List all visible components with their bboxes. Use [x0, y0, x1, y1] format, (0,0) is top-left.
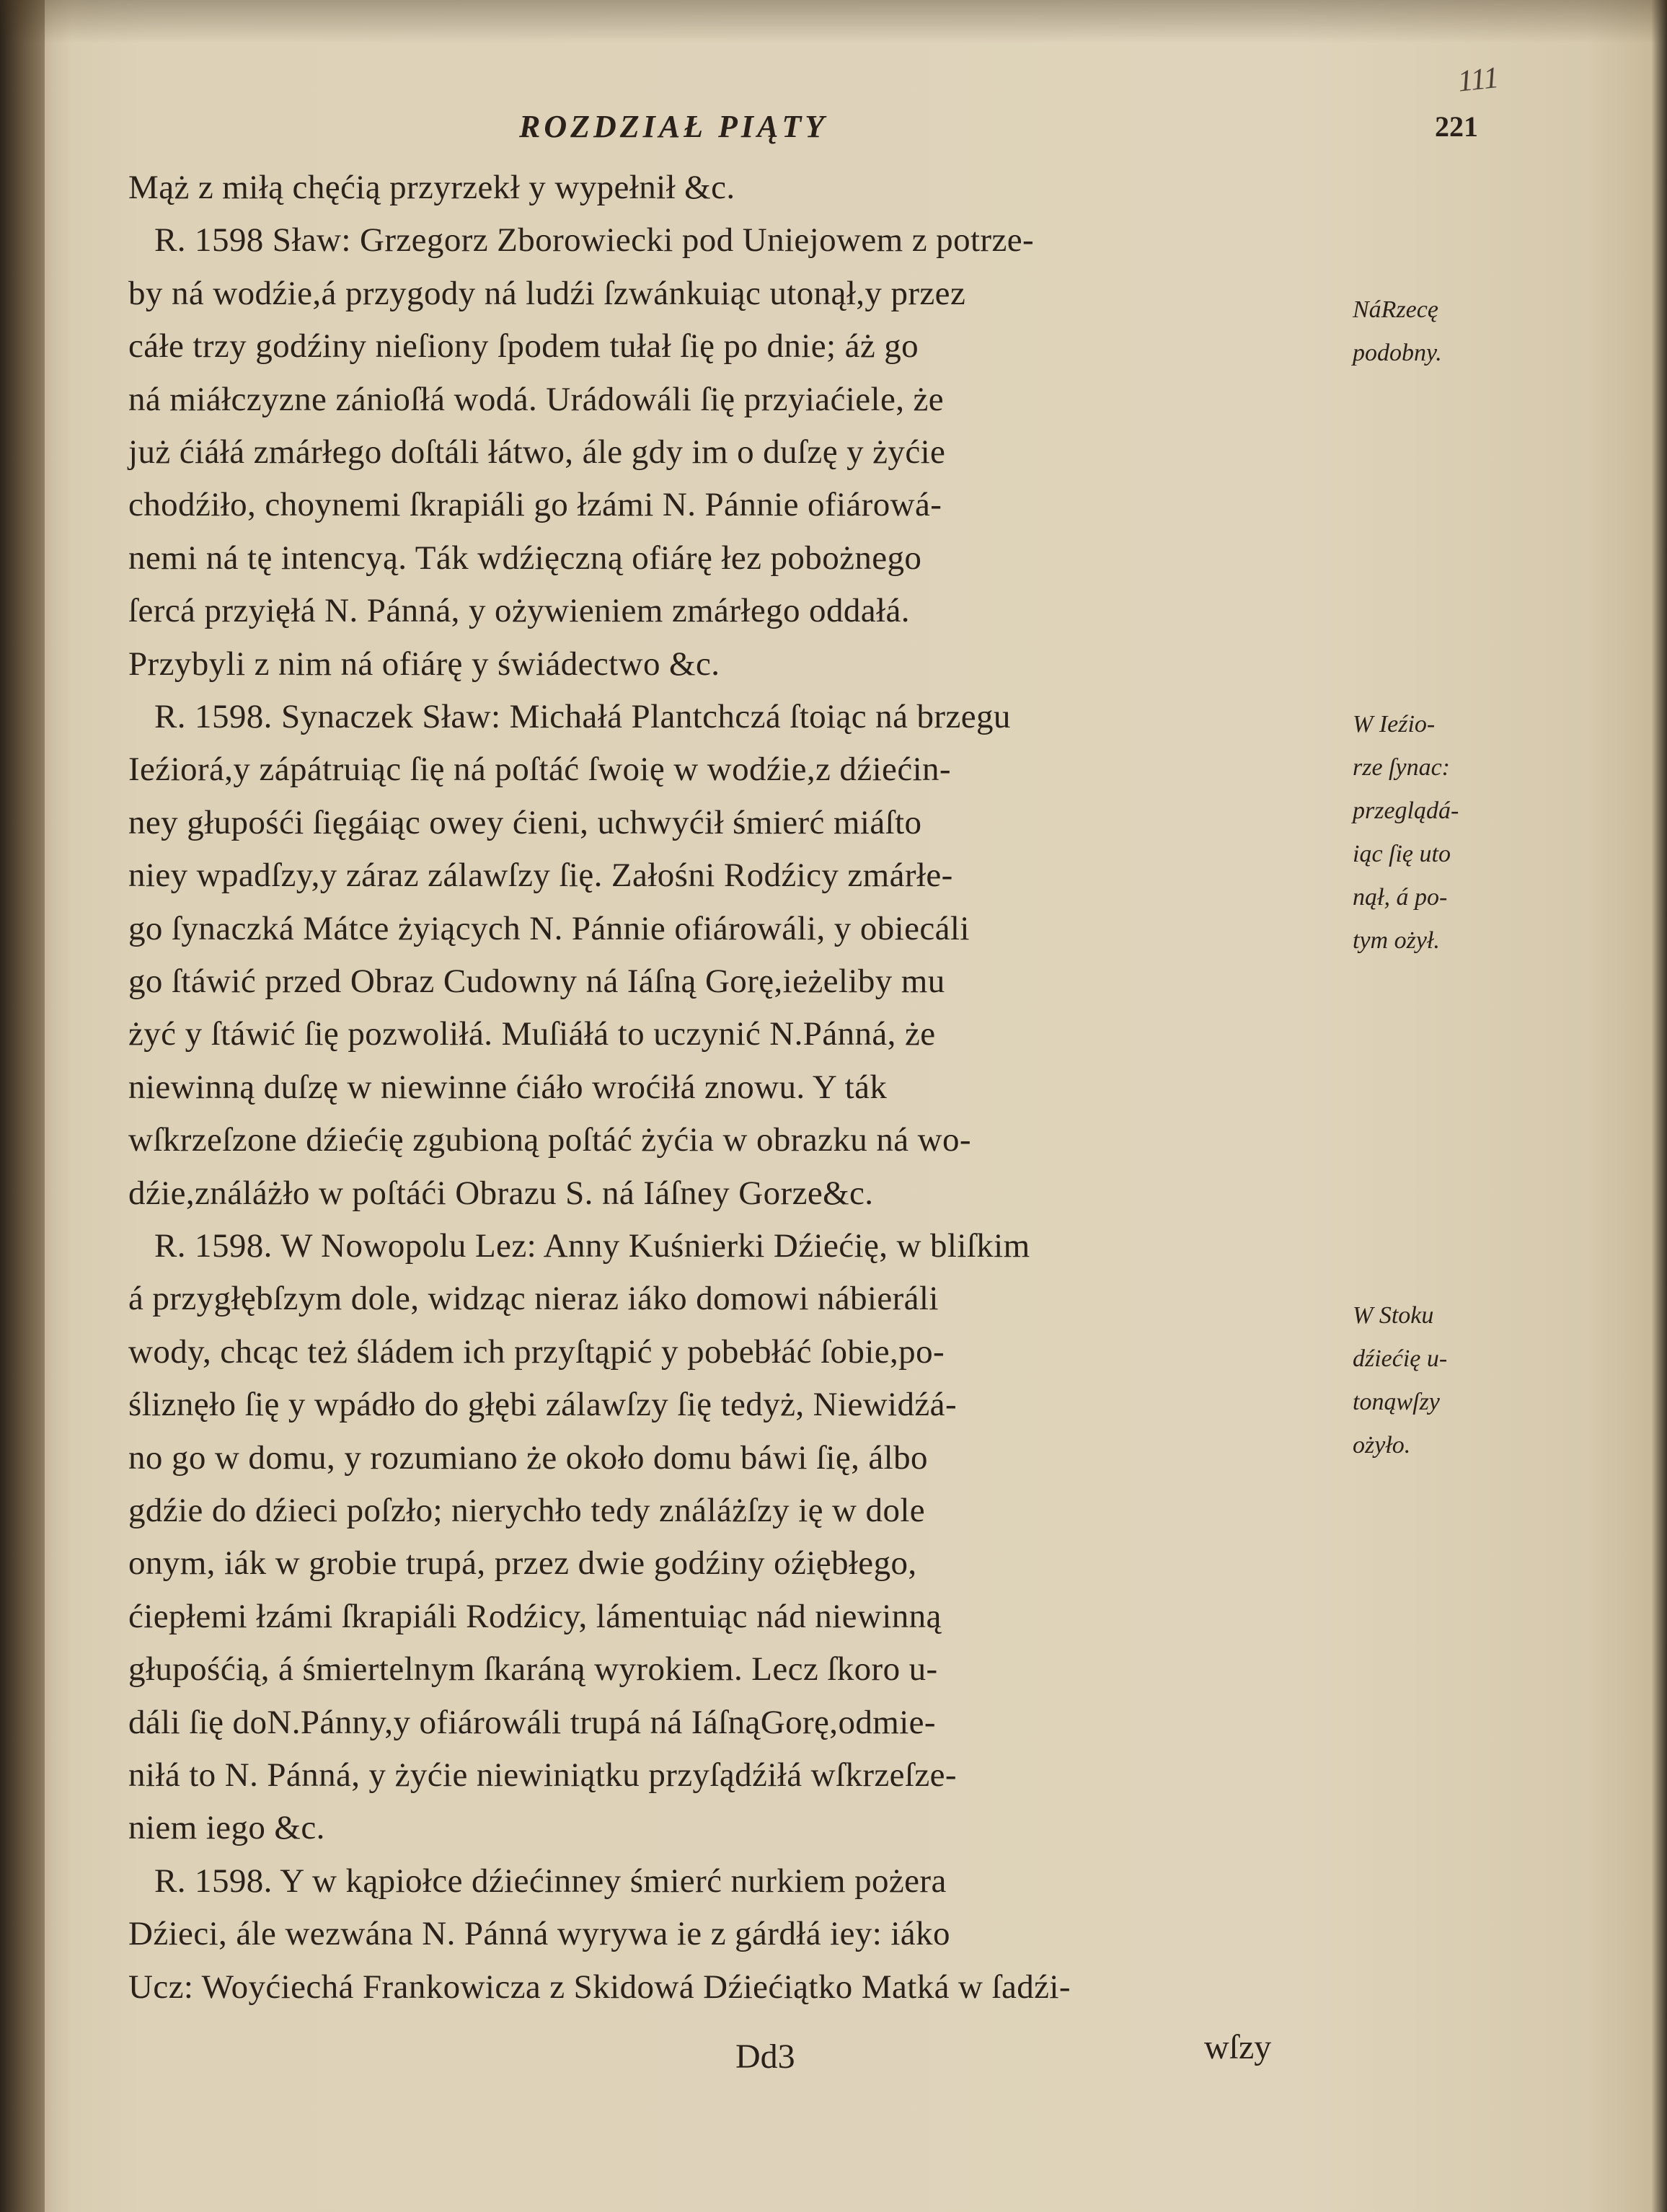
text-line: R. 1598. Y w kąpiołce dźiećinney śmierć nurkiem pożera [154, 1862, 947, 1900]
text-line: Dźieci, ále wezwána N. Pánná wyrywa ie z gárdłá iey: iáko [128, 1915, 950, 1952]
margin-note: tonąwſzy [1353, 1389, 1440, 1415]
margin-note: tym ożył. [1353, 927, 1440, 954]
text-line: go ſtáwić przed Obraz Cudowny ná Iáſną Gorę,ieżeliby mu [128, 963, 945, 1000]
text-line: by ná wodźie,á przygody ná ludźi ſzwánkuiąc utonął,y przez [128, 275, 966, 312]
text-line: go ſynaczká Mátce żyiących N. Pánnie ofiárowáli, y obiecáli [128, 910, 970, 947]
text-line: wſkrzeſzone dźiećię zgubioną poſtáć żyćia w obrazku ná wo- [128, 1121, 971, 1159]
text-line: głupośćią, á śmiertelnym ſkaráną wyrokiem. Lecz ſkoro u- [128, 1650, 938, 1688]
catchword: wſzy [1204, 2028, 1272, 2066]
handwritten-folio: 111 [1456, 61, 1500, 99]
page-number: 221 [1435, 110, 1478, 143]
margin-note: dźiećię u- [1353, 1345, 1448, 1372]
text-line: á przygłębſzym dole, widząc nieraz iáko domowi nábieráli [128, 1280, 939, 1317]
text-line: dźie,ználáżło w poſtáći Obrazu S. ná Iáſney Gorze&c. [128, 1174, 874, 1212]
text-line: chodźiło, choynemi ſkrapiáli go łzámi N. Pánnie ofiárowá- [128, 486, 942, 523]
text-line: ſercá przyięłá N. Pánná, y ożywieniem zmárłego oddałá. [128, 592, 910, 629]
margin-note: NáRzecę [1353, 296, 1438, 323]
text-line: śliznęło ſię y wpádło do głębi zálawſzy ſię tedyż, Niewidźá- [128, 1386, 957, 1423]
text-line: niem iego &c. [128, 1809, 325, 1846]
running-head: ROZDZIAŁ PIĄTY [519, 109, 828, 144]
text-line: ney głupośći ſięgáiąc owey ćieni, uchwyćił śmierć miáſto [128, 804, 922, 841]
text-line: onym, iák w grobie trupá, przez dwie godźiny oźiębłego, [128, 1544, 917, 1582]
text-line: no go w domu, y rozumiano że około domu báwi ſię, álbo [128, 1439, 928, 1477]
margin-note: iąc ſię uto [1353, 841, 1451, 867]
text-line: niłá to N. Pánná, y żyćie niewiniątku przyſądźiłá wſkrzeſze- [128, 1756, 957, 1794]
text-line: Ieźiorá,y zápátruiąc ſię ná poſtáć ſwoię w wodźie,z dźiećin- [128, 751, 951, 788]
text-line: Ucz: Woyćiechá Frankowicza z Skidowá Dźiećiątko Matká w ſadźi- [128, 1968, 1071, 2006]
text-line: ćiepłemi łzámi ſkrapiáli Rodźicy, lámentuiąc nád niewinną [128, 1598, 942, 1635]
margin-note: W Stoku [1353, 1302, 1434, 1329]
margin-note: ożyło. [1353, 1432, 1411, 1459]
text-line: żyć y ſtáwić ſię pozwoliłá. Muſiáłá to uczynić N.Pánná, że [128, 1015, 936, 1053]
text-line: ná miáłczyzne zánioſłá wodá. Urádowáli ſię przyiaćiele, że [128, 381, 945, 418]
text-line: R. 1598. Synaczek Sław: Michałá Plantchczá ſtoiąc ná brzegu [154, 698, 1011, 735]
text-line: gdźie do dźieci poſzło; nierychło tedy ználáżſzy ię w dole [128, 1492, 926, 1529]
margin-note: podobny. [1353, 340, 1442, 366]
book-spine [0, 0, 45, 2212]
text-line: niey wpadſzy,y záraz zálawſzy ſię. Załośni Rodźicy zmárłe- [128, 857, 953, 894]
text-line: R. 1598 Sław: Grzegorz Zborowiecki pod Uniejowem z potrze- [154, 221, 1035, 259]
text-line: już ćiáłá zmárłego doſtáli łátwo, ále gdy im o duſzę y żyćie [128, 433, 946, 471]
text-line: cáłe trzy godźiny nieſiony ſpodem tułał ſię po dnie; áż go [128, 327, 919, 365]
margin-note: rze ſynac: [1353, 754, 1451, 781]
text-line: nemi ná tę intencyą. Ták wdźięczną ofiárę łez pobożnego [128, 539, 922, 577]
text-line: niewinną duſzę w niewinne ćiáło wroćiłá znowu. Y ták [128, 1069, 888, 1106]
text-line: Mąż z miłą chęćią przyrzekł y wypełnił &c. [128, 169, 735, 206]
signature-mark: Dd3 [735, 2038, 795, 2076]
text-line: dáli ſię doN.Pánny,y ofiárowáli trupá ná IáſnąGorę,odmie- [128, 1704, 936, 1741]
text-line: Przybyli z nim ná ofiárę y świádectwo &c. [128, 645, 720, 683]
text-line: R. 1598. W Nowopolu Lez: Anny Kuśnierki Dźiećię, w bliſkim [154, 1227, 1030, 1265]
margin-note: nął, á po- [1353, 884, 1448, 911]
margin-note: przeglądá- [1353, 797, 1459, 824]
page-shadow [0, 0, 1667, 43]
margin-note: W Ieźio- [1353, 711, 1436, 738]
text-line: wody, chcąc też śládem ich przyſtąpić y pobebłáć ſobie,po- [128, 1333, 945, 1371]
